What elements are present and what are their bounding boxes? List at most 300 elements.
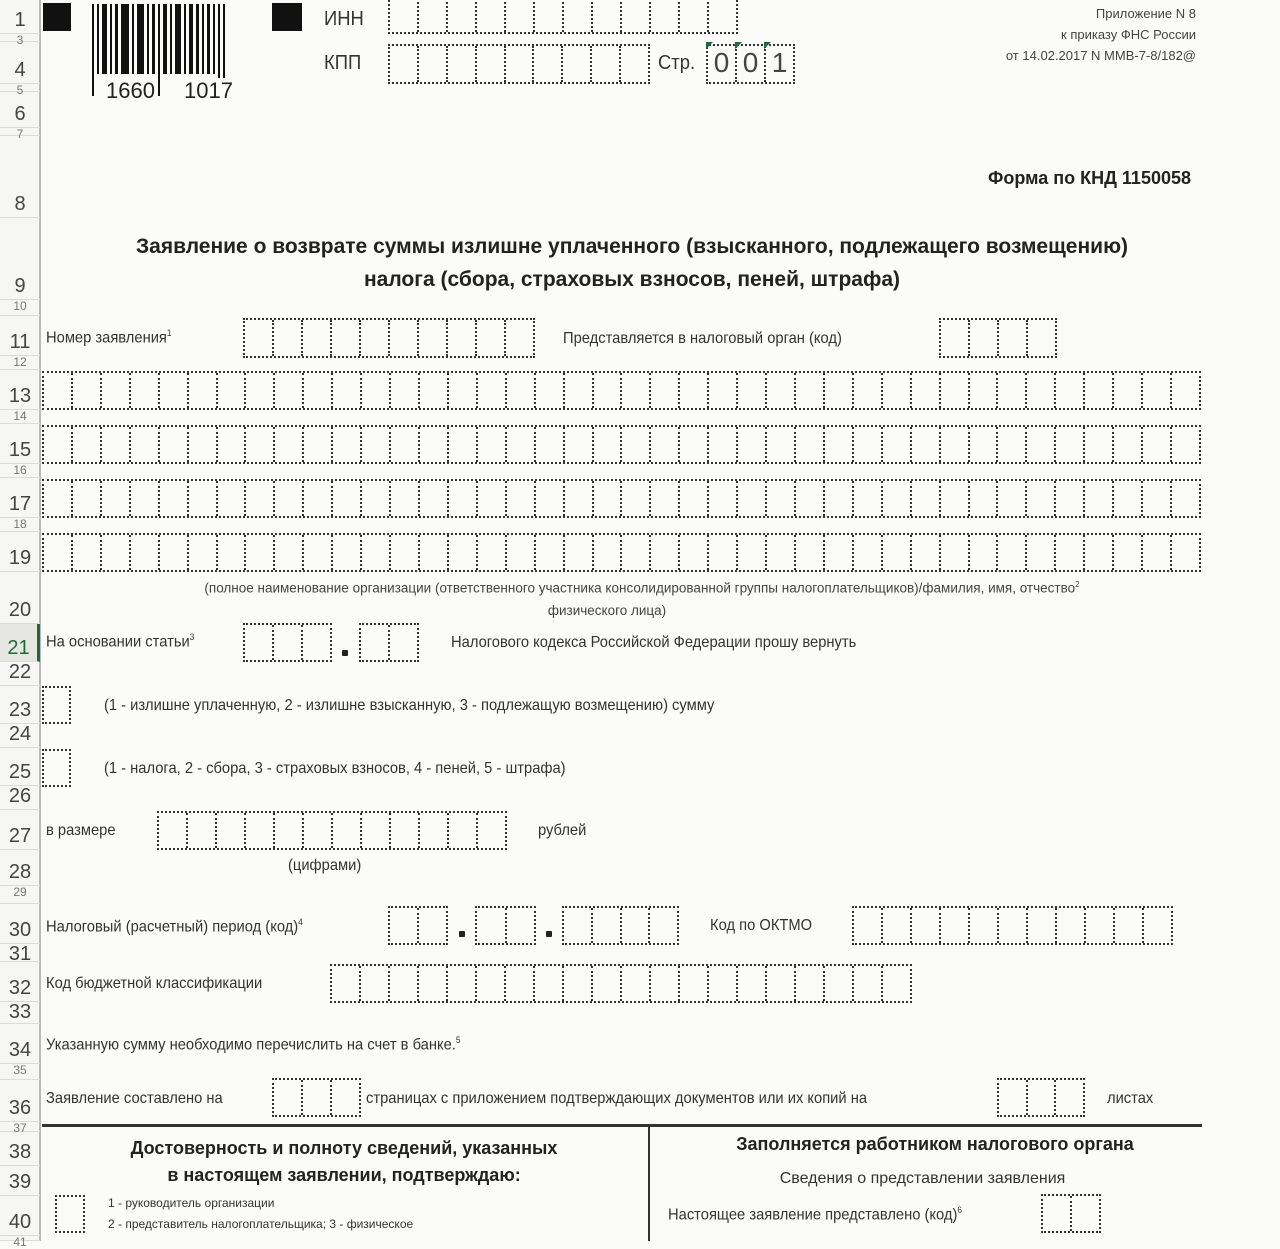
cell[interactable] — [449, 373, 478, 408]
cell[interactable] — [131, 481, 160, 516]
cell[interactable] — [245, 625, 274, 660]
cell[interactable] — [390, 966, 419, 1001]
cell[interactable] — [970, 535, 999, 570]
cell[interactable] — [448, 46, 477, 82]
cell[interactable] — [1085, 373, 1114, 408]
cell[interactable] — [189, 373, 218, 408]
cell[interactable] — [767, 535, 796, 570]
cell[interactable] — [534, 46, 563, 82]
cell[interactable] — [1114, 481, 1143, 516]
cell[interactable] — [44, 688, 69, 722]
cell[interactable] — [565, 535, 594, 570]
cell[interactable] — [390, 46, 419, 82]
row-header-29[interactable]: 29 — [0, 886, 40, 904]
cell[interactable] — [680, 373, 709, 408]
cell[interactable] — [478, 481, 507, 516]
cell[interactable] — [564, 966, 593, 1001]
cell[interactable] — [477, 320, 506, 356]
cell[interactable] — [941, 535, 970, 570]
cell[interactable] — [73, 373, 102, 408]
cell[interactable] — [565, 373, 594, 408]
cell[interactable] — [825, 966, 854, 1001]
application-number-field[interactable] — [243, 318, 535, 358]
cell[interactable] — [796, 966, 825, 1001]
cell[interactable] — [361, 320, 390, 356]
cell[interactable] — [44, 427, 73, 462]
cell[interactable] — [738, 481, 767, 516]
cell[interactable] — [1114, 373, 1143, 408]
row-header-25[interactable]: 25 — [0, 748, 40, 786]
cell[interactable] — [420, 535, 449, 570]
cell[interactable] — [709, 535, 738, 570]
cell[interactable] — [362, 481, 391, 516]
cell[interactable] — [420, 813, 449, 848]
cell[interactable] — [825, 535, 854, 570]
cell[interactable] — [1056, 481, 1085, 516]
cell[interactable] — [709, 427, 738, 462]
cell[interactable] — [274, 1080, 303, 1115]
cell[interactable] — [507, 427, 536, 462]
cell[interactable] — [941, 481, 970, 516]
article-number-field[interactable] — [243, 623, 332, 662]
cell[interactable] — [1144, 908, 1171, 943]
cell[interactable] — [941, 320, 970, 356]
tax-period-year[interactable] — [562, 906, 679, 945]
cell[interactable] — [332, 320, 361, 356]
row-header-22[interactable]: 22 — [0, 662, 40, 686]
cell[interactable] — [941, 427, 970, 462]
cell[interactable] — [333, 427, 362, 462]
cell[interactable] — [680, 481, 709, 516]
cell[interactable] — [998, 481, 1027, 516]
cell[interactable] — [448, 966, 477, 1001]
cell[interactable] — [738, 535, 767, 570]
cell[interactable] — [44, 373, 73, 408]
row-header-41[interactable]: 41 — [0, 1236, 40, 1241]
cell[interactable] — [189, 481, 218, 516]
cell[interactable] — [1085, 427, 1114, 462]
cell[interactable] — [131, 535, 160, 570]
row-header-18[interactable]: 18 — [0, 518, 40, 532]
cell[interactable] — [1043, 1196, 1072, 1231]
cell[interactable] — [999, 320, 1028, 356]
cell[interactable] — [593, 908, 622, 943]
cell[interactable] — [189, 427, 218, 462]
cell[interactable] — [738, 966, 767, 1001]
cell[interactable] — [419, 908, 446, 943]
row-header-26[interactable]: 26 — [0, 786, 40, 810]
cell[interactable] — [651, 427, 680, 462]
cell[interactable] — [478, 427, 507, 462]
cell[interactable] — [506, 0, 535, 32]
cell[interactable] — [304, 813, 333, 848]
cell[interactable] — [796, 427, 825, 462]
cell[interactable] — [825, 481, 854, 516]
cell[interactable] — [303, 320, 332, 356]
row-header-20[interactable]: 20 — [0, 572, 40, 624]
row-header-6[interactable]: 6 — [0, 92, 40, 128]
cell[interactable] — [1056, 1080, 1083, 1115]
cell[interactable] — [650, 908, 677, 943]
row-header-13[interactable]: 13 — [0, 370, 40, 410]
cell[interactable] — [593, 0, 622, 32]
cell[interactable] — [478, 813, 505, 848]
cell[interactable] — [680, 966, 709, 1001]
page-digit-cell[interactable]: 0 — [708, 46, 737, 82]
row-header-10[interactable]: 10 — [0, 300, 40, 316]
cell[interactable] — [274, 625, 303, 660]
cell[interactable] — [420, 373, 449, 408]
cell[interactable] — [332, 1080, 359, 1115]
cell[interactable] — [218, 535, 247, 570]
cell[interactable] — [709, 373, 738, 408]
cell[interactable] — [709, 481, 738, 516]
cell[interactable] — [912, 908, 941, 943]
cell[interactable] — [1072, 1196, 1099, 1231]
cell[interactable] — [390, 908, 419, 943]
cell[interactable] — [941, 373, 970, 408]
cell[interactable] — [362, 427, 391, 462]
cell[interactable] — [361, 625, 390, 660]
cell[interactable] — [651, 966, 680, 1001]
cell[interactable] — [970, 373, 999, 408]
cell[interactable] — [420, 481, 449, 516]
name-field-row-4[interactable] — [42, 533, 1201, 572]
sheets-count-field[interactable] — [997, 1078, 1085, 1117]
cell[interactable] — [680, 427, 709, 462]
cell[interactable] — [333, 481, 362, 516]
cell[interactable] — [854, 908, 883, 943]
tax-period-part-1[interactable] — [388, 906, 448, 945]
cell[interactable] — [536, 373, 565, 408]
cell[interactable] — [1143, 535, 1172, 570]
cell[interactable] — [507, 908, 535, 943]
oktmo-field[interactable] — [852, 906, 1173, 945]
cell[interactable] — [246, 373, 275, 408]
cell[interactable] — [73, 427, 102, 462]
cell[interactable] — [651, 373, 680, 408]
cell[interactable] — [738, 373, 767, 408]
cell[interactable] — [246, 481, 275, 516]
payment-type-field[interactable] — [42, 749, 71, 787]
cell[interactable] — [622, 0, 651, 32]
cell[interactable] — [563, 46, 592, 82]
cell[interactable] — [622, 427, 651, 462]
signer-type-field[interactable] — [55, 1195, 85, 1233]
cell[interactable] — [564, 0, 593, 32]
cell[interactable] — [44, 481, 73, 516]
cell[interactable] — [767, 966, 796, 1001]
cell[interactable] — [1143, 427, 1172, 462]
cell[interactable] — [218, 373, 247, 408]
cell[interactable] — [1028, 908, 1057, 943]
cell[interactable] — [131, 427, 160, 462]
amount-field[interactable] — [157, 811, 507, 850]
row-header-23[interactable]: 23 — [0, 686, 40, 724]
row-header-27[interactable]: 27 — [0, 810, 40, 850]
article-clause-field[interactable] — [359, 623, 419, 662]
cell[interactable] — [391, 535, 420, 570]
cell[interactable] — [651, 481, 680, 516]
cell[interactable] — [303, 625, 330, 660]
cell[interactable] — [594, 373, 623, 408]
cell[interactable] — [390, 0, 419, 32]
cell[interactable] — [1057, 908, 1086, 943]
cell[interactable] — [594, 481, 623, 516]
cell[interactable] — [419, 320, 448, 356]
row-header-19[interactable]: 19 — [0, 532, 40, 572]
kpp-field[interactable] — [388, 44, 650, 84]
cell[interactable] — [391, 481, 420, 516]
row-header-1[interactable]: 1 — [0, 2, 40, 34]
cell[interactable] — [883, 908, 912, 943]
cell[interactable] — [160, 481, 189, 516]
row-header-9[interactable]: 9 — [0, 218, 40, 300]
cell[interactable] — [507, 535, 536, 570]
row-header-24[interactable]: 24 — [0, 724, 40, 748]
cell[interactable] — [362, 813, 391, 848]
cell[interactable] — [303, 1080, 332, 1115]
cell[interactable] — [44, 535, 73, 570]
cell[interactable] — [477, 0, 506, 32]
cell[interactable] — [160, 427, 189, 462]
row-header-8[interactable]: 8 — [0, 136, 40, 218]
cell[interactable] — [1114, 427, 1143, 462]
row-header-32[interactable]: 32 — [0, 962, 40, 1002]
cell[interactable] — [536, 481, 565, 516]
cell[interactable] — [304, 481, 333, 516]
row-header-7[interactable]: 7 — [0, 128, 40, 136]
row-header-30[interactable]: 30 — [0, 904, 40, 944]
cell[interactable] — [998, 427, 1027, 462]
cell[interactable] — [448, 0, 477, 32]
cell[interactable] — [883, 373, 912, 408]
refund-type-field[interactable] — [42, 686, 71, 724]
cell[interactable] — [246, 535, 275, 570]
cell[interactable] — [506, 320, 533, 356]
cell[interactable] — [362, 373, 391, 408]
tax-authority-code-field[interactable] — [939, 318, 1057, 358]
cell[interactable] — [622, 481, 651, 516]
page-digit-cell[interactable]: 0 — [737, 46, 766, 82]
cell[interactable] — [998, 535, 1027, 570]
cell[interactable] — [1056, 427, 1085, 462]
cell[interactable] — [854, 427, 883, 462]
cell[interactable] — [188, 813, 217, 848]
cell[interactable] — [448, 320, 477, 356]
cell[interactable] — [506, 46, 535, 82]
cell[interactable] — [767, 427, 796, 462]
cell[interactable] — [651, 0, 680, 32]
cell[interactable] — [709, 966, 738, 1001]
cell[interactable] — [738, 427, 767, 462]
cell[interactable] — [796, 481, 825, 516]
cell[interactable] — [507, 373, 536, 408]
cell[interactable] — [883, 427, 912, 462]
cell[interactable] — [999, 1080, 1028, 1115]
cell[interactable] — [536, 427, 565, 462]
cell[interactable] — [333, 373, 362, 408]
cell[interactable] — [854, 373, 883, 408]
row-header-33[interactable]: 33 — [0, 1002, 40, 1024]
cell[interactable] — [507, 481, 536, 516]
row-header-17[interactable]: 17 — [0, 478, 40, 518]
cell[interactable] — [796, 373, 825, 408]
cell[interactable] — [218, 427, 247, 462]
cell[interactable] — [912, 373, 941, 408]
cell[interactable] — [912, 535, 941, 570]
row-header-16[interactable]: 16 — [0, 464, 40, 478]
cell[interactable] — [854, 966, 883, 1001]
kbk-field[interactable] — [330, 964, 912, 1003]
cell[interactable] — [478, 373, 507, 408]
cell[interactable] — [419, 46, 448, 82]
cell[interactable] — [565, 427, 594, 462]
cell[interactable] — [102, 373, 131, 408]
cell[interactable] — [275, 427, 304, 462]
cell[interactable] — [1172, 481, 1199, 516]
cell[interactable] — [709, 0, 736, 32]
cell[interactable] — [912, 481, 941, 516]
cell[interactable] — [57, 1197, 83, 1231]
row-header-36[interactable]: 36 — [0, 1080, 40, 1122]
cell[interactable] — [883, 966, 910, 1001]
row-header-34[interactable]: 34 — [0, 1024, 40, 1064]
row-header-12[interactable]: 12 — [0, 356, 40, 370]
row-header-28[interactable]: 28 — [0, 850, 40, 886]
inn-field[interactable] — [388, 0, 738, 34]
cell[interactable] — [246, 427, 275, 462]
cell[interactable] — [419, 966, 448, 1001]
cell[interactable] — [1027, 535, 1056, 570]
cell[interactable] — [680, 0, 709, 32]
cell[interactable] — [970, 908, 999, 943]
cell[interactable] — [477, 908, 507, 943]
row-header-38[interactable]: 38 — [0, 1132, 40, 1166]
cell[interactable] — [565, 481, 594, 516]
cell[interactable] — [73, 481, 102, 516]
cell[interactable] — [970, 320, 999, 356]
cell[interactable] — [1143, 481, 1172, 516]
cell[interactable] — [912, 427, 941, 462]
cell[interactable] — [449, 427, 478, 462]
row-header-15[interactable]: 15 — [0, 424, 40, 464]
cell[interactable] — [1056, 535, 1085, 570]
cell[interactable] — [564, 908, 593, 943]
page-digit-cell[interactable]: 1 — [766, 46, 793, 82]
cell[interactable] — [796, 535, 825, 570]
cell[interactable] — [217, 813, 246, 848]
row-header-3[interactable]: 3 — [0, 34, 40, 42]
name-field-row-1[interactable] — [42, 371, 1201, 410]
cell[interactable] — [449, 481, 478, 516]
cell[interactable] — [767, 481, 796, 516]
cell[interactable] — [1172, 373, 1199, 408]
name-field-row-2[interactable] — [42, 425, 1201, 464]
row-header-11[interactable]: 11 — [0, 316, 40, 356]
cell[interactable] — [102, 535, 131, 570]
cell[interactable] — [1172, 427, 1199, 462]
cell[interactable] — [44, 751, 69, 785]
row-header-5[interactable]: 5 — [0, 84, 40, 92]
row-header-31[interactable]: 31 — [0, 944, 40, 962]
cell[interactable] — [361, 966, 390, 1001]
name-field-row-3[interactable] — [42, 479, 1201, 518]
cell[interactable] — [622, 966, 651, 1001]
row-header-21[interactable]: 21 — [0, 624, 40, 662]
tax-period-part-2[interactable] — [475, 906, 536, 945]
cell[interactable] — [362, 535, 391, 570]
cell[interactable] — [535, 0, 564, 32]
cell[interactable] — [477, 46, 506, 82]
row-header-14[interactable]: 14 — [0, 410, 40, 424]
cell[interactable] — [1172, 535, 1199, 570]
row-header-35[interactable]: 35 — [0, 1064, 40, 1080]
cell[interactable] — [621, 46, 648, 82]
cell[interactable] — [594, 535, 623, 570]
cell[interactable] — [622, 535, 651, 570]
cell[interactable] — [1115, 908, 1144, 943]
cell[interactable] — [883, 535, 912, 570]
cell[interactable] — [854, 535, 883, 570]
cell[interactable] — [1056, 373, 1085, 408]
cell[interactable] — [883, 481, 912, 516]
cell[interactable] — [651, 535, 680, 570]
cell[interactable] — [594, 427, 623, 462]
page-number-field[interactable] — [706, 44, 795, 84]
cell[interactable] — [1027, 373, 1056, 408]
cell[interactable] — [1027, 481, 1056, 516]
cell[interactable] — [1028, 1080, 1057, 1115]
cell[interactable] — [999, 908, 1028, 943]
cell[interactable] — [391, 373, 420, 408]
cell[interactable] — [131, 373, 160, 408]
cell[interactable] — [245, 320, 274, 356]
cell[interactable] — [449, 535, 478, 570]
cell[interactable] — [304, 373, 333, 408]
cell[interactable] — [333, 535, 362, 570]
cell[interactable] — [998, 373, 1027, 408]
cell[interactable] — [970, 427, 999, 462]
cell[interactable] — [854, 481, 883, 516]
cell[interactable] — [419, 0, 448, 32]
cell[interactable] — [218, 481, 247, 516]
cell[interactable] — [332, 966, 361, 1001]
cell[interactable] — [275, 535, 304, 570]
cell[interactable] — [159, 813, 188, 848]
cell[interactable] — [680, 535, 709, 570]
cell[interactable] — [1027, 427, 1056, 462]
cell[interactable] — [333, 813, 362, 848]
cell[interactable] — [73, 535, 102, 570]
cell[interactable] — [246, 813, 275, 848]
cell[interactable] — [536, 535, 565, 570]
row-header-40[interactable]: 40 — [0, 1196, 40, 1236]
row-header-37[interactable]: 37 — [0, 1122, 40, 1132]
cell[interactable] — [941, 908, 970, 943]
cell[interactable] — [478, 535, 507, 570]
cell[interactable] — [1085, 481, 1114, 516]
cell[interactable] — [275, 813, 304, 848]
cell[interactable] — [390, 320, 419, 356]
row-header-4[interactable]: 4 — [0, 42, 40, 84]
cell[interactable] — [1114, 535, 1143, 570]
cell[interactable] — [274, 320, 303, 356]
submitted-code-field[interactable] — [1041, 1194, 1101, 1233]
cell[interactable] — [391, 813, 420, 848]
cell[interactable] — [1086, 908, 1115, 943]
cell[interactable] — [1085, 535, 1114, 570]
